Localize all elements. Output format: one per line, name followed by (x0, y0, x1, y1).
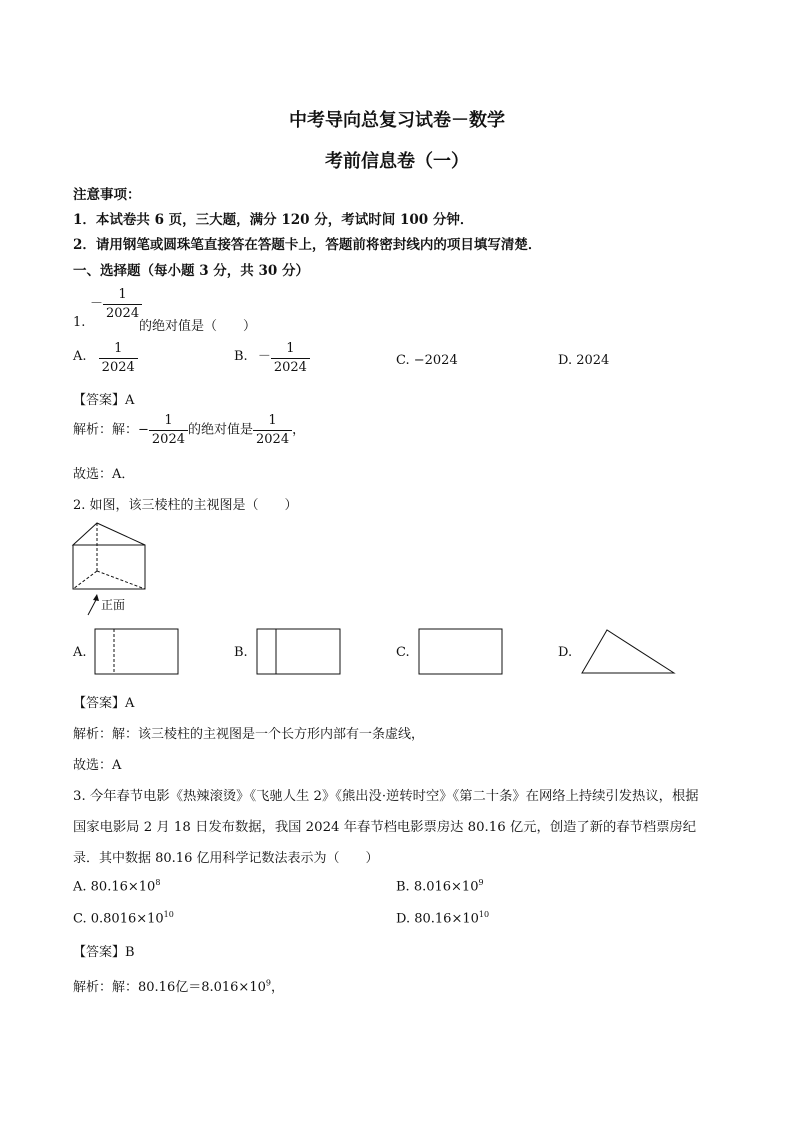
q1-answer: 【答案】A (73, 393, 135, 408)
q3-option-b: B. $8.016\times 10^9$ (396, 878, 484, 895)
q2-option-d-figure (580, 628, 678, 676)
q2-option-c-label: C. (396, 645, 410, 660)
page-title: 中考导向总复习试卷－数学 (289, 110, 505, 131)
q1-expression (90, 288, 142, 320)
prism-hidden-edge-left (73, 571, 97, 589)
q2-answer: 【答案】A (73, 696, 135, 711)
q2-option-c-figure (418, 628, 504, 676)
q2-option-a-figure (94, 628, 180, 676)
prism-hidden-edge-right (97, 571, 145, 589)
q3-option-c: C. $0.8016\times 10^{10}$ (73, 910, 174, 927)
q1-stem: 的绝对值是（ ） (139, 319, 257, 334)
page-subtitle: 考前信息卷（一） (325, 151, 469, 172)
q1-option-c: C. −2024 (396, 353, 458, 368)
q2-option-d-label: D. (558, 645, 573, 660)
q1-choose: 故选：A． (73, 467, 135, 482)
q2-choose: 故选：A (73, 758, 122, 773)
view-arrow-head (93, 594, 99, 601)
q2-option-a-label: A. (73, 645, 87, 660)
q3-line-3: 录．其中数据 80.16 亿用科学记数法表示为（ ） (73, 851, 379, 866)
q3-line-1: 3. 今年春节电影《热辣滚烫》《飞驰人生 2》《熊出没·逆转时空》《第二十条》在网络上持续引发热议，根据 (73, 789, 699, 804)
q1-fraction: $\frac{1}{2024}$ (103, 288, 142, 320)
q1-option-b: B. － $\frac{1}{2024}$ (234, 342, 310, 374)
q1-option-a: A. $\frac{1}{2024}$ (73, 342, 138, 374)
q1-option-d: D. 2024 (558, 353, 610, 368)
q3-analysis: 解析：解：80.16亿$=8.016\times 10^9$， (73, 978, 284, 995)
q2-stem: 2. 如图，该三棱柱的主视图是（ ） (73, 498, 298, 513)
notes-item-2: 2．请用钢笔或圆珠笔直接答在答题卡上，答题前将密封线内的项目填写清楚． (73, 237, 542, 253)
notes-heading: 注意事项： (73, 187, 141, 203)
section-heading: 一、选择题（每小题 3 分，共 30 分） (73, 263, 309, 279)
q1-analysis: 解析：解：− $\frac{1}{2024}$ 的绝对值是 $\frac{1}{2024}$ ， (73, 413, 306, 447)
q1-neg-sign: － (90, 296, 104, 312)
notes-item-1: 1．本试卷共 6 页，三大题，满分 120 分，考试时间 100 分钟． (73, 212, 474, 228)
q2-option-b-label: B. (234, 645, 248, 660)
q2-analysis: 解析：解：该三棱柱的主视图是一个长方形内部有一条虚线， (73, 727, 425, 742)
front-label: 正面 (101, 598, 126, 612)
q2-option-b-figure (256, 628, 342, 676)
prism-front-face (73, 545, 145, 589)
prism-top-face (73, 523, 145, 545)
q1-number: 1. (73, 315, 86, 330)
q3-option-d: D. $80.16\times 10^{10}$ (396, 910, 490, 927)
q3-option-a: A. $80.16\times 10^8$ (73, 878, 161, 895)
q3-answer: 【答案】B (73, 945, 135, 960)
q3-line-2: 国家电影局 2 月 18 日发布数据，我国 2024 年春节档电影票房达 80.16 亿元，创造了新的春节档票房纪 (73, 820, 697, 835)
view-arrow-line (88, 598, 97, 615)
